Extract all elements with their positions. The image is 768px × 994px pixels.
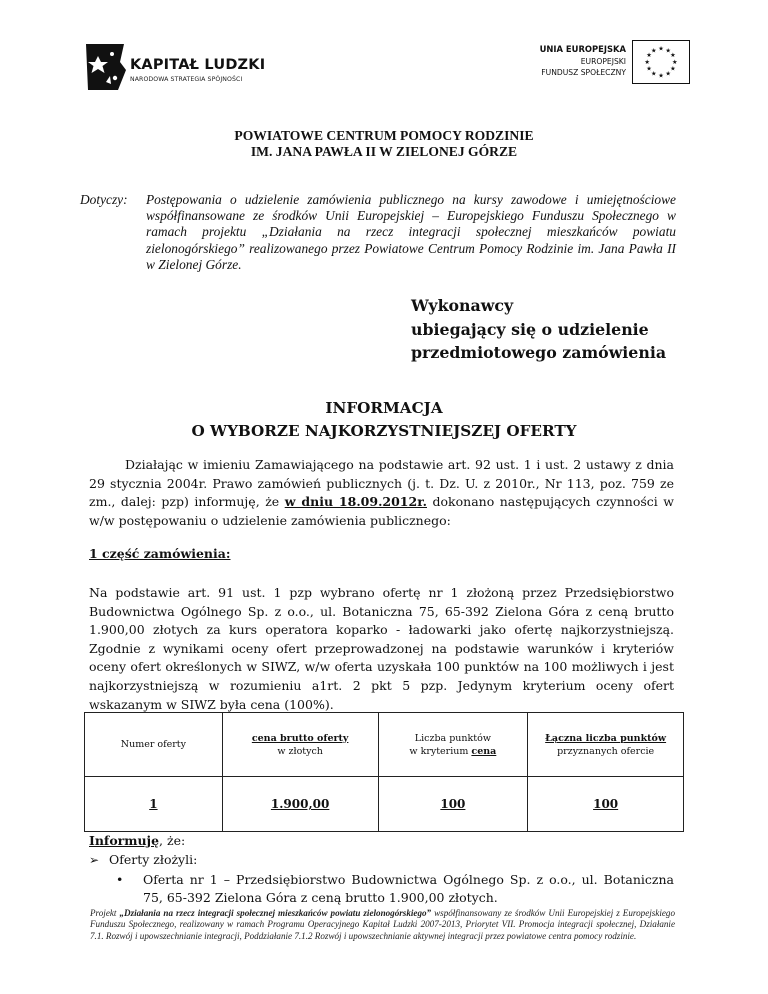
svg-text:★: ★ xyxy=(665,47,671,55)
list-item xyxy=(89,852,197,867)
svg-text:★: ★ xyxy=(665,70,671,78)
svg-text:★: ★ xyxy=(646,65,652,73)
svg-text:★: ★ xyxy=(644,58,650,66)
header-points-sub-criterion: cena xyxy=(471,745,497,757)
eu-flag-icon xyxy=(632,40,690,84)
offers-table xyxy=(84,712,684,832)
decision-paragraph: Na podstawie art. 91 ust. 1 pzp wybrano ofertę nr 1 złożoną przez Przedsiębiorstwo Budownictwa Ogólnego Sp. z o.o., ul. Botaniczna 75, 65-392 Zielona Góra z ceną brutto 1.900,00 złotych za kurs operatora koparko - ładowarki jako ofertę najkorzystniejszą. Zgodnie z wynikami oceny ofert przeprowadzonej na podstawie warunków i kryteriów oceny ofert określonych w SIWZ, w/w oferta uzyskała 100 punktów na 100 możliwych i jest najkorzystniejszą w rozumieniu a1rt. 2 pkt 5 pzp. Jedynym kryterium oceny ofert wskazanym w SIWZ była cena (100%). xyxy=(89,585,674,712)
eu-logo-line1: UNIA EUROPEJSKA xyxy=(539,44,626,54)
document-title-line1: INFORMACJA xyxy=(325,399,443,417)
header-points-sub xyxy=(383,745,524,758)
footer-project-name: „Działania na rzecz integracji społecznej mieszkańców powiatu zielonogórskiego” xyxy=(119,908,432,918)
table-header-row xyxy=(85,713,684,777)
svg-text:★: ★ xyxy=(670,65,676,73)
intro-paragraph xyxy=(89,456,674,530)
dot-bullet-icon: • xyxy=(116,872,124,887)
table-row xyxy=(85,777,684,832)
inform-line xyxy=(89,833,185,848)
eu-logo-line2: EUROPEJSKI xyxy=(580,56,626,66)
header-gross-price-sub: w złotych xyxy=(277,745,323,757)
intro-text-before: Działając w imieniu Zamawiającego na podstawie art. 92 ust. 1 i ust. 2 ustawy z dnia 29 stycznia 2004r. Prawo zamówień publicznych (j. t. Dz. U. z 2010r., Nr 113, poz. 759 ze zm., dalej: pzp) informuję, że xyxy=(89,457,674,510)
eu-logo xyxy=(510,40,690,88)
cell-total-points: 100 xyxy=(528,777,684,832)
header-points-sub-pre: w kryterium xyxy=(409,745,472,757)
recipient-line2: ubiegający się o udzielenie xyxy=(411,319,649,339)
intro-text-after: dokonano następujących czynności w w/w postępowaniu o udzielenie zamówienia publicznego: xyxy=(89,494,675,528)
arrow-bullet-icon: ➢ xyxy=(89,853,100,867)
header-total-points-sub: przyznanych ofercie xyxy=(557,745,655,757)
institution-name xyxy=(0,128,768,160)
svg-text:★: ★ xyxy=(651,47,657,55)
cell-offer-number: 1 xyxy=(85,777,223,832)
svg-text:★: ★ xyxy=(658,72,664,80)
eu-logo-text xyxy=(540,44,626,79)
cell-gross-price: 1.900,00 xyxy=(222,777,378,832)
recipient-line3: przedmiotowego zamówienia xyxy=(411,343,667,362)
footer-rest: współfinansowany ze środków Unii Europejskiej z Europejskiego Funduszu Społecznego, realizowany w ramach Programu Operacyjnego Kapitał Ludzki 2007-2013, Priorytet VII. Promocja integracji społecznej, Działanie 7.1. Rozwój i upowszechnianie integracji, Poddziałanie 7.1.2 Rozwój i upowszechnianie aktywnej integracji przez powiatowe centra pomocy rodzinie. xyxy=(90,908,675,941)
header-total-points-main: Łączna liczba punktów xyxy=(545,732,667,744)
recipient-block xyxy=(411,294,666,365)
cell-points: 100 xyxy=(378,777,528,832)
header-gross-price-main: cena brutto oferty xyxy=(251,732,349,744)
intro-date: w dniu 18.09.2012r. xyxy=(284,494,427,510)
header-points-criterion xyxy=(378,713,528,777)
header-offer-number xyxy=(85,713,223,777)
inform-word: Informuję xyxy=(89,833,160,848)
institution-line2: IM. JANA PAWŁA II W ZIELONEJ GÓRZE xyxy=(250,144,518,159)
header-total-points xyxy=(528,713,684,777)
page-header xyxy=(0,0,768,110)
part-heading: 1 część zamówienia: xyxy=(89,546,231,561)
inform-rest: , że: xyxy=(159,833,186,848)
svg-text:★: ★ xyxy=(670,52,676,60)
header-points-main: Liczba punktów xyxy=(414,732,491,744)
header-offer-number-label: Numer oferty xyxy=(120,739,186,750)
eu-logo-line3: FUNDUSZ SPOŁECZNY xyxy=(541,68,626,77)
subject-text: Postępowania o udzielenie zamówienia publicznego na kursy zawodowe i umiejętnościowe współfinansowane ze środków Unii Europejskiej – Europejskiego Funduszu Społecznego w ramach projektu „Działania na rzecz integracji społecznej mieszkańców powiatu zielonogórskiego” realizowanego przez Powiatowe Centrum Pomocy Rodzinie im. Jana Pawła II w Zielonej Górze. xyxy=(146,192,676,272)
recipient-line1: Wykonawcy xyxy=(411,296,514,315)
kapital-ludzki-title: KAPITAŁ LUDZKI xyxy=(130,57,266,73)
list-item-text: Oferty złożyli: xyxy=(109,852,198,867)
subject-block xyxy=(80,192,676,273)
list-item xyxy=(116,871,674,908)
subject-label: Dotyczy: xyxy=(80,192,128,207)
svg-text:★: ★ xyxy=(672,58,678,66)
svg-text:★: ★ xyxy=(658,45,664,53)
footer-prefix: Projekt xyxy=(90,908,120,918)
institution-line1: POWIATOWE CENTRUM POMOCY RODZINIE xyxy=(234,128,534,143)
page-footer xyxy=(90,908,675,942)
kapital-ludzki-subtitle: NARODOWA STRATEGIA SPÓJNOŚCI xyxy=(130,76,243,83)
document-title-line2: O WYBORZE NAJKORZYSTNIEJSZEJ OFERTY xyxy=(191,422,577,440)
list-item-text: Oferta nr 1 – Przedsiębiorstwo Budownictwa Ogólnego Sp. z o.o., ul. Botaniczna 75, 65-392 Zielona Góra z ceną brutto 1.900,00 złotych. xyxy=(143,872,674,906)
header-gross-price xyxy=(222,713,378,777)
kapital-ludzki-emblem-icon xyxy=(84,42,128,92)
svg-text:★: ★ xyxy=(646,52,652,60)
document-title xyxy=(0,397,768,443)
svg-text:★: ★ xyxy=(651,70,657,78)
kapital-ludzki-logo xyxy=(84,42,284,92)
